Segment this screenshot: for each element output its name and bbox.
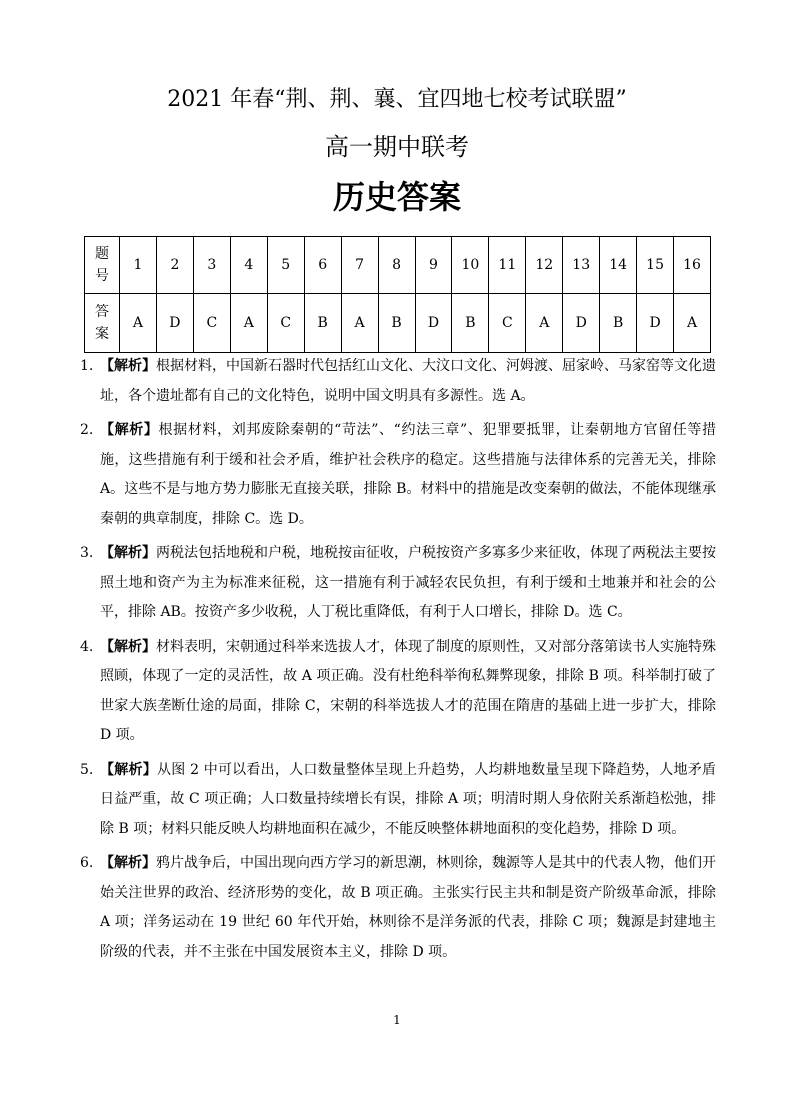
answer-row — [85, 294, 711, 353]
explanation-item — [80, 633, 716, 751]
exam-subtitle: 高一期中联考 — [325, 133, 469, 161]
answer-label: 答 案 — [85, 294, 120, 353]
explanation-number: 5. — [80, 761, 94, 778]
explanation-tag: 【解析】 — [100, 638, 156, 655]
explanation-text: 两税法包括地税和户税，地税按亩征收，户税按资产多寡多少来征收，体现了两税法主要按照土地和资产为主为标准来征税，这一措施有利于减轻农民负担，有利于缓和土地兼并和社会的公平，排除 AB。按资产多少收税，人丁税比重降低，有利于人口增长，排除 D。选 C。 — [100, 545, 716, 620]
explanation-number: 6. — [80, 855, 94, 871]
answer-cell: A — [230, 294, 267, 353]
question-number-cell: 5 — [267, 237, 304, 294]
question-number-cell: 1 — [120, 237, 157, 294]
explanation-tag: 【解析】 — [100, 422, 159, 438]
explanation-item — [80, 352, 716, 411]
explanation-number: 2. — [80, 422, 94, 438]
answer-cell: C — [267, 294, 304, 353]
answer-cell: B — [304, 294, 341, 353]
answer-cell: D — [156, 294, 193, 353]
explanation-text: 从图 2 中可以看出，人口数量整体呈现上升趋势，人均耕地数量呈现下降趋势，人地矛盾日益严重，故 C 项正确；人口数量持续增长有误，排除 A 项；明清时期人身依附关系渐趋松弛，排除 B 项；材料只能反映人均耕地面积在减少，不能反映整体耕地面积的变化趋势，排除 D 项。 — [100, 761, 716, 837]
question-number-cell: 13 — [563, 237, 600, 294]
explanation-number: 1. — [80, 358, 94, 374]
answer-cell: D — [563, 294, 600, 353]
question-number-row — [85, 237, 711, 294]
explanation-item — [80, 539, 716, 628]
answer-cell: A — [674, 294, 711, 353]
question-number-cell: 2 — [156, 237, 193, 294]
explanation-number: 3. — [80, 545, 94, 561]
explanation-tag: 【解析】 — [100, 761, 157, 778]
question-number-cell: 6 — [304, 237, 341, 294]
question-number-cell: 9 — [415, 237, 452, 294]
exam-union-title: 2021 年春“荆、荆、襄、宜四地七校考试联盟” — [167, 87, 627, 112]
explanation-tag: 【解析】 — [100, 855, 156, 871]
explanation-item — [80, 849, 716, 967]
answer-table — [84, 236, 711, 353]
question-number-cell: 16 — [674, 237, 711, 294]
explanation-tag: 【解析】 — [100, 545, 156, 561]
question-number-cell: 12 — [526, 237, 563, 294]
question-number-cell: 15 — [637, 237, 674, 294]
explanations-list — [80, 352, 716, 972]
answer-cell: B — [600, 294, 637, 353]
page-number: 1 — [393, 1013, 401, 1027]
question-number-label: 题 号 — [85, 237, 120, 294]
answer-cell: C — [489, 294, 526, 353]
question-number-cell: 10 — [452, 237, 489, 294]
answer-cell: A — [341, 294, 378, 353]
answer-cell: B — [378, 294, 415, 353]
answer-cell: B — [452, 294, 489, 353]
explanation-text: 鸦片战争后，中国出现向西方学习的新思潮，林则徐，魏源等人是其中的代表人物，他们开始关注世界的政治、经济形势的变化，故 B 项正确。主张实行民主共和制是资产阶级革命派，排除 A 项；洋务运动在 19 世纪 60 年代开始，林则徐不是洋务派的代表，排除 C 项；魏源是封建地主阶级的代表，并不主张在中国发展资本主义，排除 D 项。 — [100, 855, 716, 960]
explanation-text: 根据材料，刘邦废除秦朝的“苛法”、“约法三章”、犯罪要抵罪，让秦朝地方官留任等措施，这些措施有利于缓和社会矛盾，维护社会秩序的稳定。这些措施与法律体系的完善无关，排除 A。这些不是与地方势力膨胀无直接关联，排除 B。材料中的措施是改变秦朝的做法，不能体现继承秦朝的典章制度，排除 C。选 D。 — [100, 422, 716, 527]
explanation-tag: 【解析】 — [100, 358, 156, 374]
question-number-cell: 14 — [600, 237, 637, 294]
answer-cell: A — [120, 294, 157, 353]
document-title: 历史答案 — [332, 178, 461, 216]
explanation-item — [80, 416, 716, 534]
question-number-cell: 4 — [230, 237, 267, 294]
answer-cell: D — [415, 294, 452, 353]
explanation-item — [80, 756, 716, 845]
explanation-text: 根据材料，中国新石器时代包括红山文化、大汶口文化、河姆渡、屈家岭、马家窑等文化遗址，各个遗址都有自己的文化特色，说明中国文明具有多源性。选 A。 — [100, 358, 716, 404]
explanation-number: 4. — [80, 638, 94, 655]
answer-cell: A — [526, 294, 563, 353]
explanation-text: 材料表明，宋朝通过科举来选拔人才，体现了制度的原则性，又对部分落第读书人实施特殊照顾，体现了一定的灵活性，故 A 项正确。没有杜绝科举徇私舞弊现象，排除 B 项。科举制打破了世家大族垄断仕途的局面，排除 C，宋朝的科举选拔人才的范围在隋唐的基础上进一步扩大，排除 D 项。 — [100, 638, 716, 743]
question-number-cell: 7 — [341, 237, 378, 294]
answer-cell: D — [637, 294, 674, 353]
answer-cell: C — [193, 294, 230, 353]
question-number-cell: 8 — [378, 237, 415, 294]
question-number-cell: 3 — [193, 237, 230, 294]
question-number-cell: 11 — [489, 237, 526, 294]
